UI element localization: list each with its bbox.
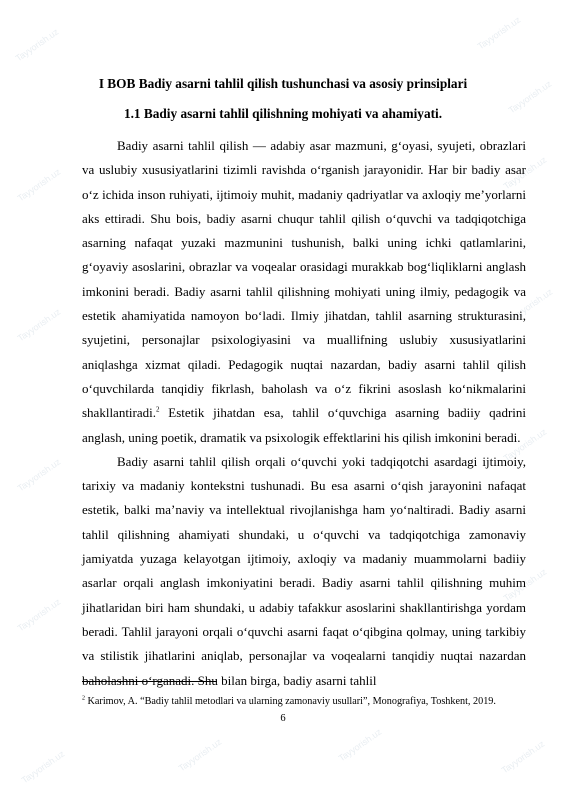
section-heading: 1.1 Badiy asarni tahlil qilishning mohiyati va ahamiyati. — [123, 106, 443, 121]
paragraph-text: Estetik jihatdan esa, tahlil oʻquvchiga asarning badiiy qadrini anglash, uning poetik, dramatik va psixologik effektlarini his qilish imkonini beradi. — [82, 405, 526, 445]
watermark: Tayyorish.uz — [501, 566, 549, 604]
body-text — [82, 134, 526, 693]
watermark: Tayyorish.uz — [506, 78, 554, 116]
footnote-marker: 2 — [82, 695, 85, 702]
footnote-reference: 2 — [156, 405, 160, 414]
watermark: Tayyorish.uz — [501, 426, 549, 464]
watermark: Tayyorish.uz — [15, 596, 63, 634]
watermark: Tayyorish.uz — [336, 726, 384, 764]
watermark: Tayyorish.uz — [499, 738, 547, 776]
watermark: Tayyorish.uz — [475, 14, 523, 52]
paragraph — [82, 134, 526, 450]
watermark: Tayyorish.uz — [13, 26, 61, 64]
watermark: Tayyorish.uz — [507, 286, 555, 324]
page-number: 6 — [280, 713, 286, 724]
watermark: Tayyorish.uz — [15, 456, 63, 494]
watermark: Tayyorish.uz — [15, 306, 63, 344]
footnote-divider — [82, 681, 217, 682]
watermark: Tayyorish.uz — [15, 166, 63, 204]
watermark: Tayyorish.uz — [19, 748, 67, 786]
footnote — [82, 696, 542, 707]
paragraph: Badiy asarni tahlil qilish orqali oʻquvchi yoki tadqiqotchi asardagi ijtimoiy, tarixiy va madaniy kontekstni tushunadi. Bu esa asarni oʻqish jarayonini nafaqat estetik, balki maʼnaviy va intellektual rivojlanishga ham yoʻnaltiradi. Badiy asarni tahlil qilishning ahamiyati shundaki, u oʻquvchi va tadqiqotchiga zamonaviy jamiyatda yuzaga kelayotgan ijtimoiy, axloqiy va madaniy muammolarni badiiy asarlar orqali anglash imkoniyatini beradi. Badiy asarni tahlil qilishning muhim jihatlaridan biri ham shundaki, u adabiy tafakkur asoslarini shakllantirishga yordam beradi. Tahlil jarayoni orqali oʻquvchi asarni faqat oʻqibgina qolmay, uning tarkibiy va stilistik jihatlarini aniqlab, personajlar va voqealarni tanqidiy nuqtai nazardan baholashni oʻrganadi. Shu bilan birga, badiy asarni tahlil — [82, 453, 526, 688]
paragraph-text: Badiy asarni tahlil qilish — adabiy asar mazmuni, gʻoyasi, syujeti, obrazlari va uslubiy xususiyatlarini tizimli ravishda oʻrganish jarayonidir. Har bir badiy asar oʻz ichida inson ruhiyati, ijtimoiy muhit, madaniy qadriyatlar va axloqiy meʼyorlarni aks ettiradi. Shu bois, badiy asarni chuqur tahlil qilish oʻquvchi va tadqiqotchiga asarning nafaqat yuzaki mazmunini tushunish, balki uning ichki qatlamlarini, gʻoyaviy asoslarini, obrazlar va voqealar orasidagi murakkab bogʻliqliklarni anglash imkonini beradi. Badiy asarni tahlil qilishning mohiyati uning ilmiy, pedagogik va estetik ahamiyatida namoyon boʻladi. Ilmiy jihatdan, tahlil asarning strukturasini, syujetini, personajlar psixologiyasini va muallifning uslubiy xususiyatlarini aniqlashga xizmat qiladi. Pedagogik nuqtai nazardan, badiy asarni tahlil qilish oʻquvchilarda tanqidiy fikrlash, baholash va oʻz fikrini asoslash koʻnikmalarini shakllantiradi. — [82, 138, 526, 421]
watermark: Tayyorish.uz — [501, 154, 549, 192]
footnote-text: Karimov, A. “Badiy tahlil metodlari va ularning zamonaviy usullari”, Monografiya, Toshkent, 2019. — [85, 696, 496, 707]
chapter-heading: I BOB Badiy asarni tahlil qilish tushunchasi va asosiy prinsiplari — [98, 76, 468, 91]
watermark: Tayyorish.uz — [176, 736, 224, 774]
